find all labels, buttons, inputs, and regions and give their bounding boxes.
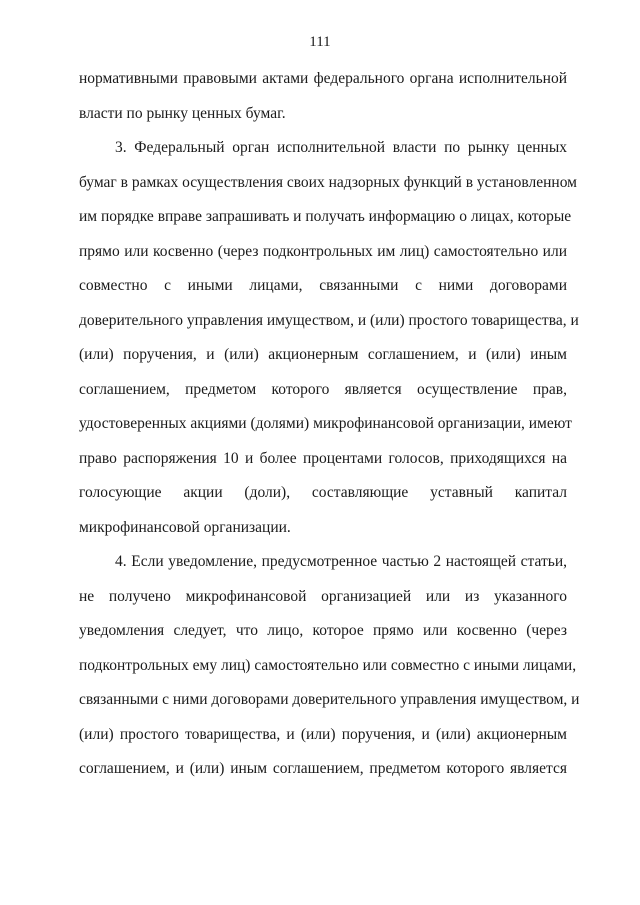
text-line: нормативными правовыми актами федерального органа исполнительной	[79, 70, 567, 87]
text-line: подконтрольных ему лиц) самостоятельно или совместно с иными лицами,	[79, 656, 577, 674]
text-line: право распоряжения 10 и более процентами голосов, приходящихся на	[79, 449, 567, 467]
paragraph-item-4	[79, 545, 580, 787]
text-line: голосующие акции (доли), составляющие уставный капитал	[79, 484, 567, 501]
paragraph-item-3	[79, 131, 579, 545]
text-line: соглашением, предметом которого является осуществление прав,	[79, 380, 567, 398]
paragraph-continuation	[79, 62, 567, 131]
page-number: 111	[309, 34, 331, 50]
text-line: 3. Федеральный орган исполнительной власти по рынку ценных	[115, 139, 567, 156]
document-body	[79, 62, 580, 787]
text-line: связанными с ними договорами доверительного управления имуществом, и	[79, 691, 580, 708]
text-line: микрофинансовой организации.	[79, 518, 291, 536]
text-line: соглашением, и (или) иным соглашением, предметом которого является	[79, 760, 567, 777]
text-line: 4. Если уведомление, предусмотренное частью 2 настоящей статьи,	[115, 553, 567, 570]
text-line: бумаг в рамках осуществления своих надзорных функций в установленном	[79, 173, 577, 191]
text-line: прямо или косвенно (через подконтрольных им лиц) самостоятельно или	[79, 242, 567, 260]
text-line: власти по рынку ценных бумаг.	[79, 104, 286, 122]
text-line: уведомления следует, что лицо, которое прямо или косвенно (через	[79, 622, 567, 639]
text-line: не получено микрофинансовой организацией или из указанного	[79, 587, 567, 605]
text-line: (или) простого товарищества, и (или) поручения, и (или) акционерным	[79, 725, 567, 743]
text-line: (или) поручения, и (или) акционерным соглашением, и (или) иным	[79, 346, 567, 363]
text-line: совместно с иными лицами, связанными с ними договорами	[79, 277, 567, 294]
text-line: им порядке вправе запрашивать и получать информацию о лицах, которые	[79, 208, 572, 225]
text-line: доверительного управления имуществом, и (или) простого товарищества, и	[79, 311, 579, 329]
text-line: удостоверенных акциями (долями) микрофинансовой организации, имеют	[79, 415, 572, 432]
